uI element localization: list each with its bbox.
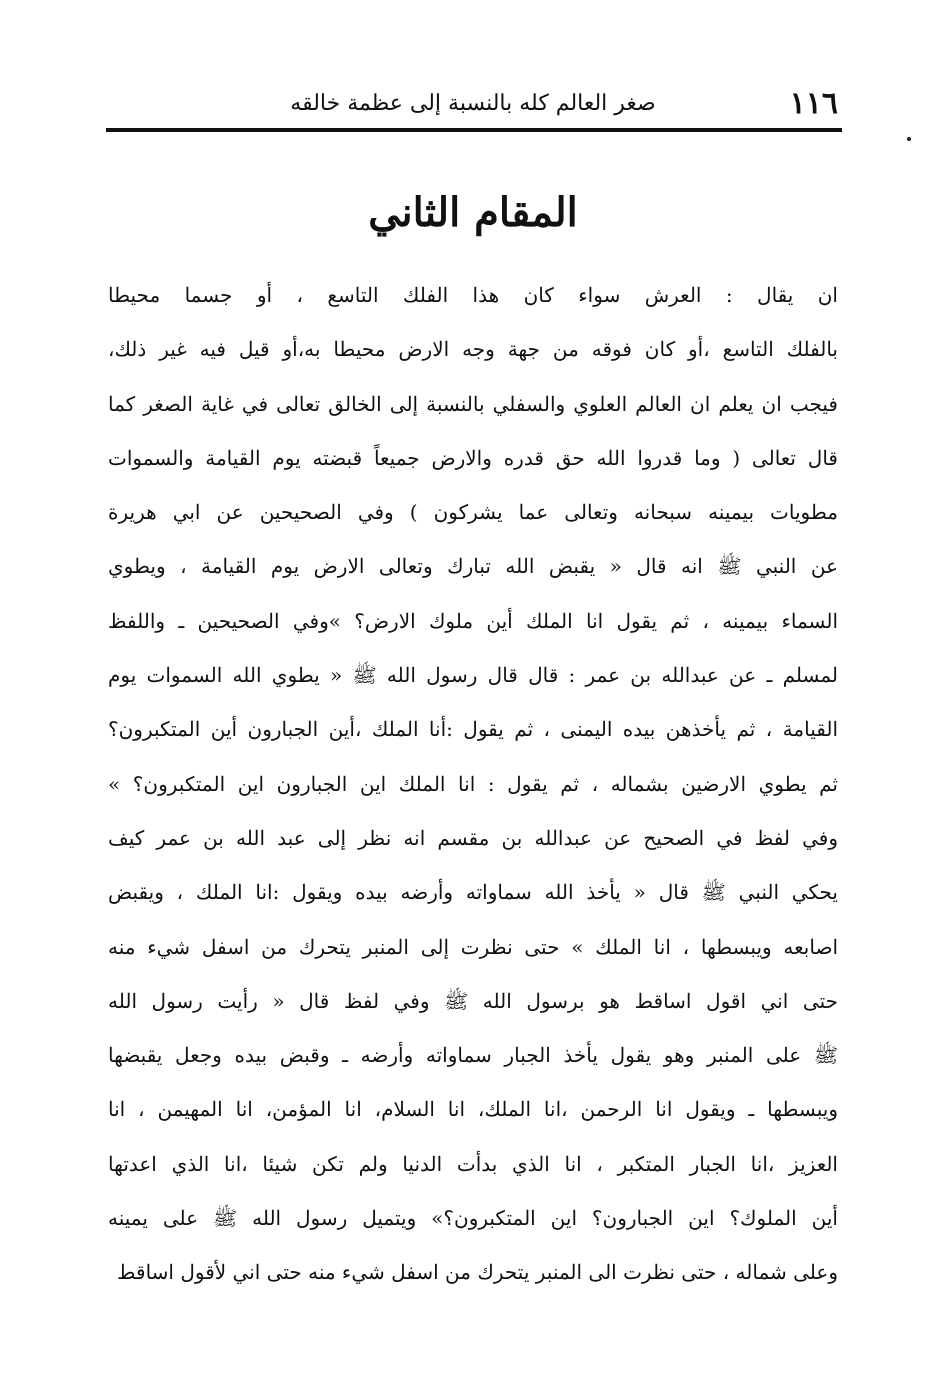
- text-line: وفي لفظ في الصحيح عن عبدالله بن مقسم انه نظر إلى عبد الله بن عمر كيف: [108, 825, 838, 850]
- page-header: [108, 84, 838, 128]
- text-line: عن النبي ﷺ انه قال « يقبض الله تبارك وتعالى الارض يوم القيامة ، ويطوي: [108, 554, 838, 579]
- text-line: بالفلك التاسع ،أو كان فوقه من جهة وجه الارض محيطا به،أو قيل فيه غير ذلك،: [108, 337, 838, 362]
- text-line: ﷺ على المنبر وهو يقول يأخذ الجبار سماواته وأرضه ـ وقبض بيده وجعل يقبضها: [108, 1043, 838, 1068]
- text-line: ثم يطوي الارضين بشماله ، ثم يقول : انا الملك اين الجبارون اين المتكبرون؟ »: [108, 771, 838, 796]
- header-rule: [106, 128, 842, 132]
- running-title: صغر العالم كله بالنسبة إلى عظمة خالقه: [290, 91, 656, 116]
- text-line: أين الملوك؟ اين الجبارون؟ اين المتكبرون؟» ويتميل رسول الله ﷺ على يمينه: [108, 1206, 838, 1231]
- section-title: المقام الثاني: [368, 189, 578, 236]
- text-line: العزيز ،انا الجبار المتكبر ، انا الذي بدأت الدنيا ولم تكن شيئا ،انا الذي اعدتها: [108, 1151, 838, 1176]
- text-line: لمسلم ـ عن عبدالله بن عمر : قال قال رسول الله ﷺ « يطوي الله السموات يوم: [108, 663, 838, 688]
- body-text: [108, 268, 838, 1300]
- text-line: وعلى شماله ، حتى نظرت الى المنبر يتحرك من اسفل شيء منه حتى اني لأقول اساقط: [117, 1260, 838, 1285]
- text-line: فيجب ان يعلم ان العالم العلوي والسفلي بالنسبة إلى الخالق تعالى في غاية الصغر كما: [108, 391, 838, 416]
- page-number: ١١٦: [789, 86, 838, 121]
- text-line: القيامة ، ثم يأخذهن بيده اليمنى ، ثم يقول :أنا الملك ،أين الجبارون أين المتكبرون؟: [108, 717, 838, 742]
- text-line: ان يقال : العرش سواء كان هذا الفلك التاسع ، أو جسما محيطا: [108, 283, 838, 307]
- text-line: قال تعالى ( وما قدروا الله حق قدره والارض جميعاً قبضته يوم القيامة والسموات: [108, 445, 838, 470]
- ink-speck: [907, 137, 911, 141]
- text-line: مطويات بيمينه سبحانه وتعالى عما يشركون ) وفي الصحيحين عن ابي هريرة: [108, 500, 838, 525]
- text-line: اصابعه ويبسطها ، انا الملك » حتى نظرت إلى المنبر يتحرك من اسفل شيء منه: [108, 934, 838, 959]
- text-line: ويبسطها ـ ويقول انا الرحمن ،انا الملك، انا السلام، انا المؤمن، انا المهيمن ، انا: [108, 1097, 838, 1122]
- text-line: يحكي النبي ﷺ قال « يأخذ الله سماواته وأرضه بيده ويقول :انا الملك ، ويقبض: [108, 880, 838, 905]
- text-line: حتى اني اقول اساقط هو برسول الله ﷺ وفي لفظ قال « رأيت رسول الله: [108, 988, 838, 1013]
- text-line: السماء بيمينه ، ثم يقول انا الملك أين ملوك الارض؟ »وفي الصحيحين ـ واللفظ: [108, 608, 838, 633]
